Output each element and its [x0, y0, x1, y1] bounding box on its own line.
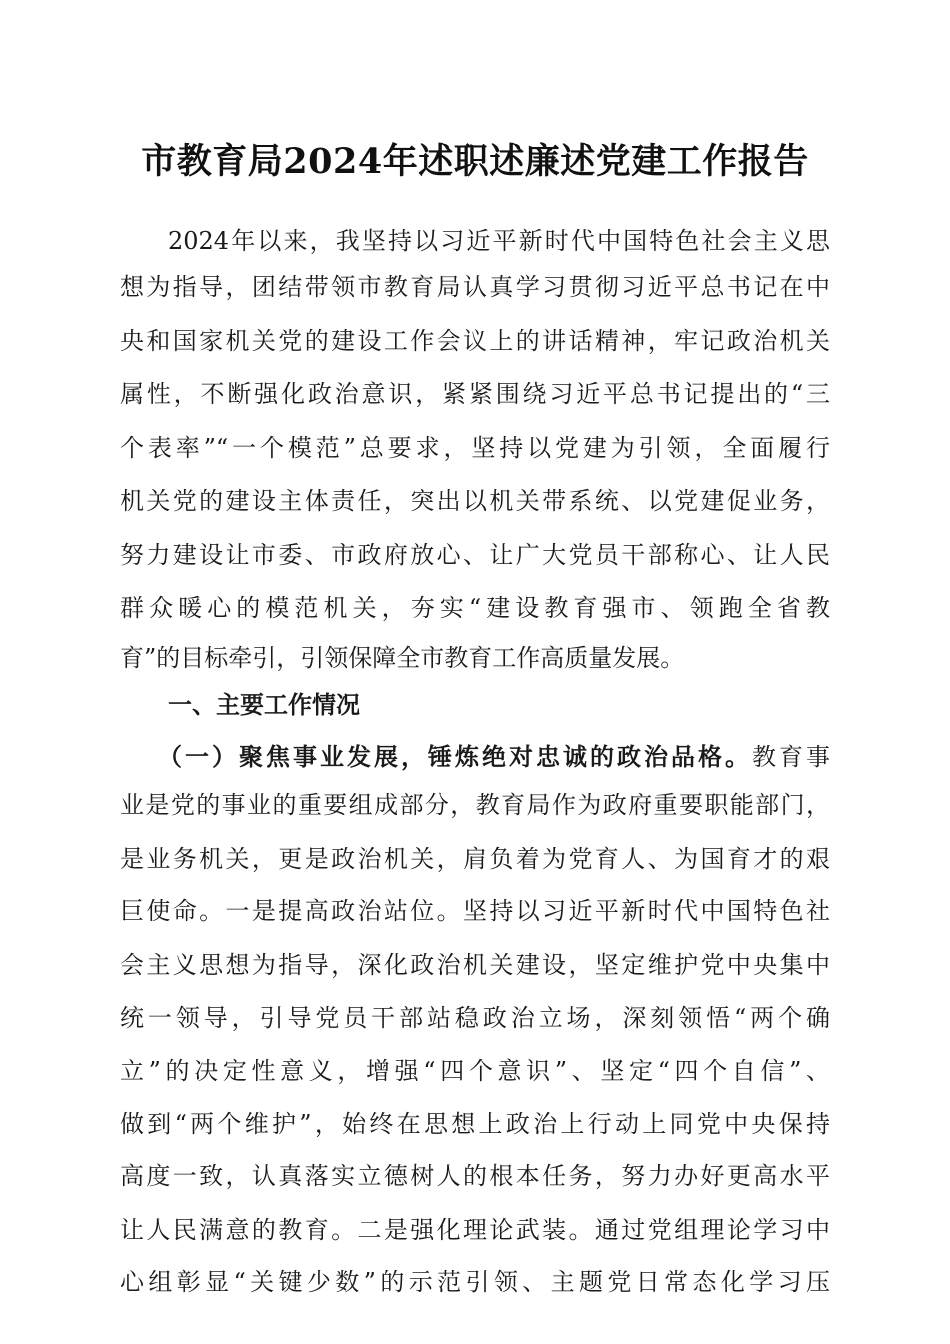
body-line: 会主义思想为指导，深化政治机关建设，坚定维护党中央集中	[120, 951, 830, 979]
section-heading: 一、主要工作情况	[168, 691, 360, 719]
intro-line: 群众暖心的模范机关，夯实“建设教育强市、领跑全省教	[120, 594, 830, 622]
intro-line: 育”的目标牵引，引领保障全市教育工作高质量发展。	[120, 644, 685, 672]
body-line: 是业务机关，更是政治机关，肩负着为党育人、为国育才的艰	[120, 845, 830, 873]
subsection-first-line-text: 教育事	[752, 743, 830, 771]
intro-line: 央和国家机关党的建设工作会议上的讲话精神，牢记政治机关	[120, 327, 830, 355]
body-line: 巨使命。一是提高政治站位。坚持以习近平新时代中国特色社	[120, 897, 830, 925]
body-line: 统一领导，引导党员干部站稳政治立场，深刻领悟“两个确	[120, 1004, 830, 1032]
intro-line: 2024年以来，我坚持以习近平新时代中国特色社会主义思	[168, 227, 830, 255]
body-line: 让人民满意的教育。二是强化理论武装。通过党组理论学习中	[120, 1216, 830, 1244]
subsection-first-line	[158, 734, 830, 780]
body-line: 立”的决定性意义，增强“四个意识”、坚定“四个自信”、	[120, 1057, 830, 1085]
intro-line: 努力建设让市委、市政府放心、让广大党员干部称心、让人民	[120, 541, 830, 569]
document-title: 市教育局2024年述职述廉述党建工作报告	[141, 141, 809, 182]
intro-line: 个表率”“一个模范”总要求，坚持以党建为引领，全面履行	[120, 434, 830, 462]
intro-line: 想为指导，团结带领市教育局认真学习贯彻习近平总书记在中	[120, 273, 830, 301]
body-line: 心组彰显“关键少数”的示范引领、主题党日常态化学习压	[120, 1268, 830, 1296]
body-line: 业是党的事业的重要组成部分，教育局作为政府重要职能部门，	[120, 791, 830, 819]
body-line: 高度一致，认真落实立德树人的根本任务，努力办好更高水平	[120, 1162, 830, 1190]
body-line: 做到“两个维护”，始终在思想上政治上行动上同党中央保持	[120, 1110, 830, 1138]
subsection-heading: （一）聚焦事业发展，锤炼绝对忠诚的政治品格。	[158, 742, 752, 771]
intro-line: 属性，不断强化政治意识，紧紧围绕习近平总书记提出的“三	[120, 380, 830, 408]
intro-line: 机关党的建设主体责任，突出以机关带系统、以党建促业务，	[120, 487, 830, 515]
